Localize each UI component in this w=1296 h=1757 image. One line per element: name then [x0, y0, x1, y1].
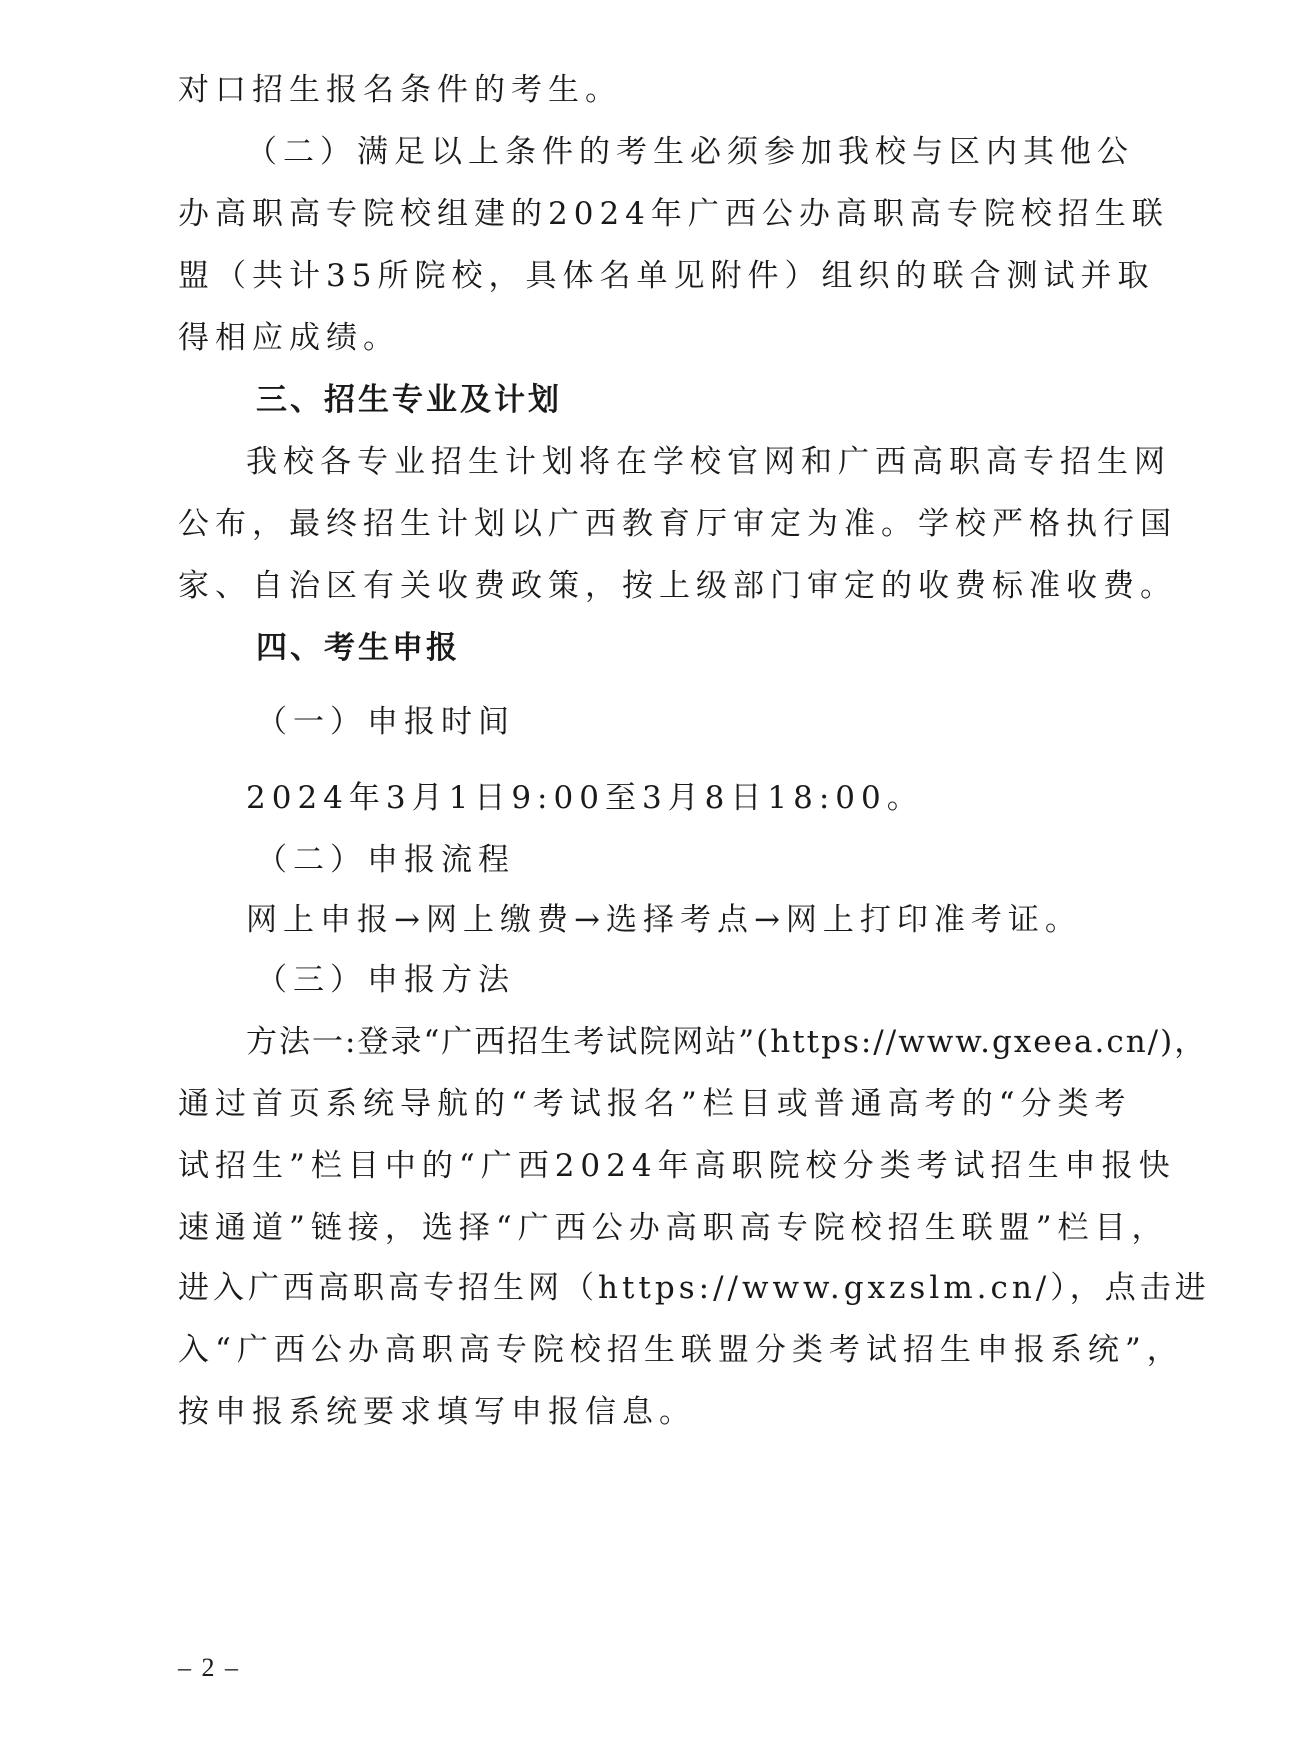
paragraph-line: （二）满足以上条件的考生必须参加我校与区内其他公: [246, 134, 1134, 170]
paragraph-line: 盟（共计35所院校，具体名单见附件）组织的联合测试并取: [178, 258, 1155, 294]
paragraph-line: 对口招生报名条件的考生。: [178, 72, 622, 108]
subheading-process: （二）申报流程: [256, 842, 515, 878]
paragraph-line: 办高职高专院校组建的2024年广西公办高职高专院校招生联: [178, 196, 1169, 232]
section-heading-3: 三、招生专业及计划: [256, 382, 562, 418]
paragraph-line: 按申报系统要求填写申报信息。: [178, 1394, 696, 1430]
paragraph-line: 方法一:登录“广西招生考试院网站”(https://www.gxeea.cn/)，: [246, 1024, 1208, 1060]
subheading-method: （三）申报方法: [256, 962, 515, 998]
paragraph-line: 家、自治区有关收费政策，按上级部门审定的收费标准收费。: [178, 568, 1177, 604]
paragraph-line: 公布，最终招生计划以广西教育厅审定为准。学校严格执行国: [178, 506, 1177, 542]
paragraph-line: 进入广西高职高专招生网（https://www.gxzslm.cn/），点击进: [178, 1270, 1210, 1306]
paragraph-line: 入“广西公办高职高专院校招生联盟分类考试招生申报系统”，: [178, 1332, 1184, 1368]
paragraph-line: 网上申报→网上缴费→选择考点→网上打印准考证。: [246, 902, 1082, 938]
paragraph-line: 通过首页系统导航的“考试报名”栏目或普通高考的“分类考: [178, 1086, 1132, 1122]
paragraph-line: 我校各专业招生计划将在学校官网和广西高职高专招生网: [246, 444, 1171, 480]
page-number: – 2 –: [178, 1653, 240, 1682]
section-heading-4: 四、考生申报: [256, 630, 460, 666]
paragraph-line: 速通道”链接，选择“广西公办高职高专院校招生联盟”栏目，: [178, 1210, 1169, 1246]
paragraph-line: 得相应成绩。: [178, 320, 400, 356]
paragraph-line: 试招生”栏目中的“广西2024年高职院校分类考试招生申报快: [178, 1148, 1176, 1184]
subheading-time: （一）申报时间: [256, 704, 515, 740]
paragraph-line: 2024年3月1日9:00至3月8日18:00。: [246, 780, 924, 816]
